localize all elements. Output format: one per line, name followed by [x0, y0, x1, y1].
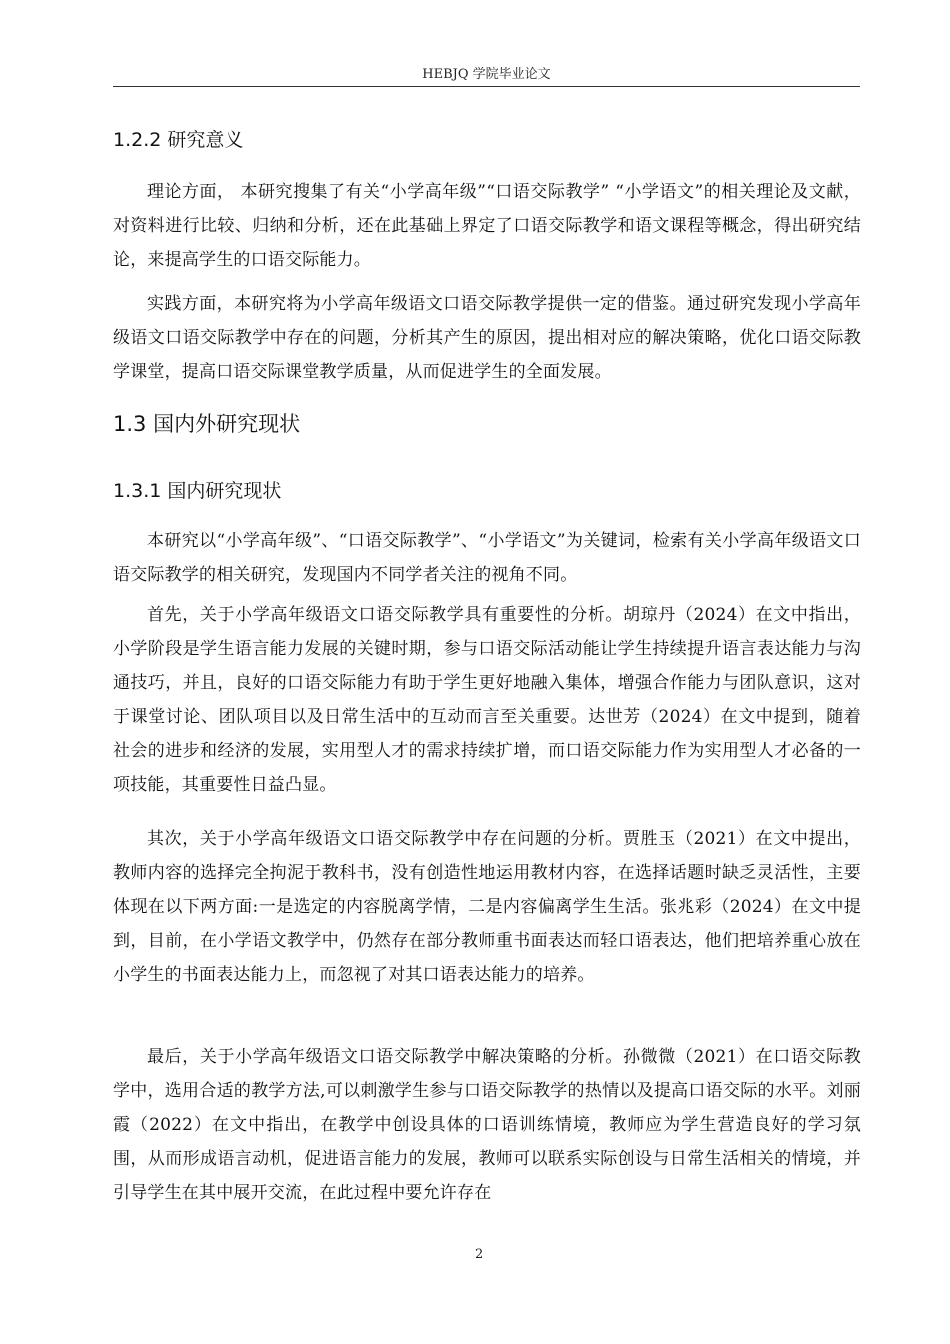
paragraph-keywords: 本研究以“小学高年级”、“口语交际教学”、“小学语文”为关键词，检索有关小学高年级语文口语交际教学的相关研究，发现国内不同学者关注的视角不同。 — [113, 531, 861, 585]
paragraph-practice: 实践方面，本研究将为小学高年级语文口语交际教学提供一定的借鉴。通过研究发现小学高年级语文口语交际教学中存在的问题，分析其产生的原因，提出相对应的解决策略，优化口语交际教学课堂，提高口语交际课堂教学质量，从而促进学生的全面发展。 — [113, 294, 861, 382]
paragraph-problems: 其次，关于小学高年级语文口语交际教学中存在问题的分析。贾胜玉（2021）在文中提出，教师内容的选择完全拘泥于教科书，没有创造性地运用教材内容，在选择话题时缺乏灵活性，主要体现在以下两方面:一是选定的内容脱离学情，二是内容偏离学生生活。张兆彩（2024）在文中提到，目前，在小学语文教学中，仍然存在部分教师重书面表达而轻口语表达，他们把培养重心放在小学生的书面表达能力上，而忽视了对其口语表达能力的培养。 — [113, 829, 861, 985]
page-number: 2 — [475, 1247, 484, 1262]
running-header: HEBJQ 学院毕业论文 — [422, 67, 551, 82]
section-heading-1-3-1: 1.3.1 国内研究现状 — [113, 480, 282, 502]
section-heading-1-3: 1.3 国内外研究现状 — [113, 412, 301, 436]
paragraph-importance: 首先，关于小学高年级语文口语交际教学具有重要性的分析。胡琼丹（2024）在文中指出，小学阶段是学生语言能力发展的关键时期，参与口语交际活动能让学生持续提升语言表达能力与沟通技巧，并且，良好的口语交际能力有助于学生更好地融入集体，增强合作能力与团队意识，这对于课堂讨论、团队项目以及日常生活中的互动而言至关重要。达世芳（2024）在文中提到，随着社会的进步和经济的发展，实用型人才的需求持续扩增，而口语交际能力作为实用型人才必备的一项技能，其重要性日益凸显。 — [113, 605, 861, 795]
header-divider — [113, 86, 860, 87]
section-heading-1-2-2: 1.2.2 研究意义 — [113, 129, 244, 151]
paragraph-theory: 理论方面， 本研究搜集了有关“小学高年级”“口语交际教学” “小学语文”的相关理论及文献，对资料进行比较、归纳和分析，还在此基础上界定了口语交际教学和语文课程等概念，得出研究结论，来提高学生的口语交际能力。 — [113, 182, 861, 270]
paragraph-strategies: 最后，关于小学高年级语文口语交际教学中解决策略的分析。孙微微（2021）在口语交际教学中，选用合适的教学方法,可以刺激学生参与口语交际教学的热情以及提高口语交际的水平。刘丽霞（2022）在文中指出，在教学中创设具体的口语训练情境，教师应为学生营造良好的学习氛围，从而形成语言动机，促进语言能力的发展，教师可以联系实际创设与日常生活相关的情境，并引导学生在其中展开交流，在此过程中要允许存在 — [113, 1047, 861, 1203]
